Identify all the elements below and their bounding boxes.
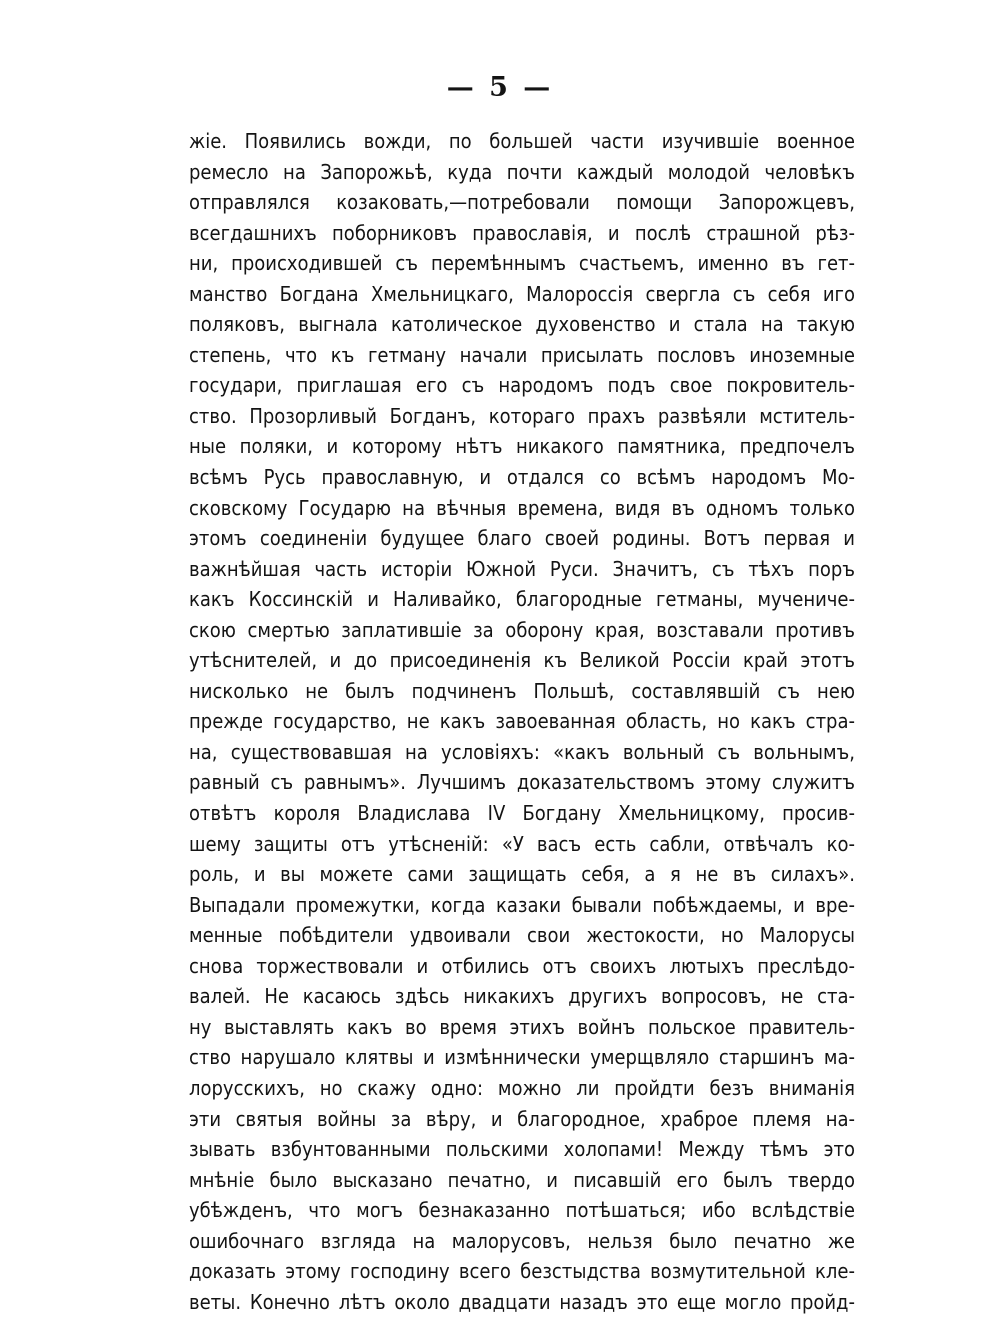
text-line: ну выставлять какъ во время этихъ войнъ польское правитель-: [189, 1014, 855, 1039]
text-line: скою смертью заплатившіе за оборону края, возставали противъ: [189, 617, 855, 642]
text-line: равный съ равнымъ». Лучшимъ доказательствомъ этому служитъ: [189, 770, 855, 795]
text-line: важнѣйшая часть исторіи Южной Руси. Значитъ, съ тѣхъ поръ: [189, 556, 855, 581]
text-line: государи, приглашая его съ народомъ подъ свое покровитель-: [189, 373, 855, 398]
text-line: этомъ соединеніи будущее благо своей родины. Вотъ первая и: [189, 526, 855, 551]
text-line: какъ Коссинскій и Наливайко, благородные гетманы, мучениче-: [189, 587, 855, 612]
text-line: снова торжествовали и отбились отъ своихъ лютыхъ преслѣдо-: [189, 953, 855, 978]
text-line: ные поляки, и которому нѣтъ никакого памятника, предпочелъ: [189, 434, 855, 459]
text-line: лорусскихъ, но скажу одно: можно ли пройдти безъ вниманія: [189, 1075, 855, 1100]
text-line: нисколько не былъ подчиненъ Польшѣ, составлявшій съ нею: [189, 678, 855, 703]
text-line: доказать этому господину всего безстыдства возмутительной кле-: [189, 1259, 855, 1284]
text-line: ство нарушало клятвы и измѣннически умерщвляло старшинъ ма-: [189, 1045, 855, 1070]
page-number: — 5 —: [446, 72, 554, 103]
text-line: на, существовавшая на условіяхъ: «какъ вольный съ вольнымъ,: [189, 739, 855, 764]
text-line: всѣмъ Русь православную, и отдался со всѣмъ народомъ Мо-: [189, 465, 855, 490]
text-line: всегдашнихъ поборниковъ православія, и послѣ страшной рѣз-: [189, 220, 855, 245]
text-line: прежде государство, не какъ завоеванная область, но какъ стра-: [189, 709, 855, 734]
text-line: жіе. Появились вожди, по большей части изучившіе военное: [189, 129, 855, 153]
text-line: эти святыя войны за вѣру, и благородное, храброе племя на-: [189, 1106, 855, 1131]
text-line: утѣснителей, и до присоединенія къ Великой Россіи край этотъ: [189, 648, 855, 673]
text-line: убѣжденъ, что могъ безнаказанно потѣшаться; ибо вслѣдствіе: [189, 1198, 855, 1223]
text-line: ремесло на Запорожьѣ, куда почти каждый молодой человѣкъ: [189, 159, 855, 184]
text-line: сковскому Государю на вѣчныя времена, видя въ одномъ только: [189, 495, 855, 520]
text-line: поляковъ, выгнала католическое духовенство и стала на такую: [189, 312, 855, 337]
text-line: менные побѣдители удвоивали свои жестокости, но Малорусы: [189, 923, 855, 948]
text-line: Выпадали промежутки, когда казаки бывали побѣждаемы, и вре-: [189, 892, 855, 917]
text-line: мнѣніе было высказано печатно, и писавшій его былъ твердо: [189, 1167, 855, 1192]
text-line: роль, и вы можете сами защищать себя, а я не въ силахъ».: [189, 862, 855, 887]
text-line: ство. Прозорливый Богданъ, котораго прахъ развѣяли мститель-: [189, 403, 855, 428]
text-line: манство Богдана Хмельницкаго, Малороссія свергла съ себя иго: [189, 281, 855, 306]
text-line: шему защиты отъ утѣсненій: «У васъ есть сабли, отвѣчалъ ко-: [189, 831, 855, 856]
text-line: валей. Не касаюсь здѣсь никакихъ другихъ вопросовъ, не ста-: [189, 984, 855, 1009]
text-line: веты. Конечно лѣтъ около двадцати назадъ это еще могло пройд-: [189, 1289, 855, 1314]
text-line: ни, происходившей съ перемѣннымъ счастьемъ, именно въ гет-: [189, 251, 855, 276]
text-line: отправлялся козаковать,—потребовали помощи Запорожцевъ,: [189, 190, 855, 215]
text-line: зывать взбунтованными польскими холопами! Между тѣмъ это: [189, 1137, 855, 1162]
text-line: отвѣтъ короля Владислава IV Богдану Хмельницкому, просив-: [189, 801, 855, 826]
text-line: ошибочнаго взгляда на малорусовъ, нельзя было печатно же: [189, 1228, 855, 1253]
body-text: [189, 126, 855, 1317]
text-line: степень, что къ гетману начали присылать пословъ иноземные: [189, 342, 855, 367]
